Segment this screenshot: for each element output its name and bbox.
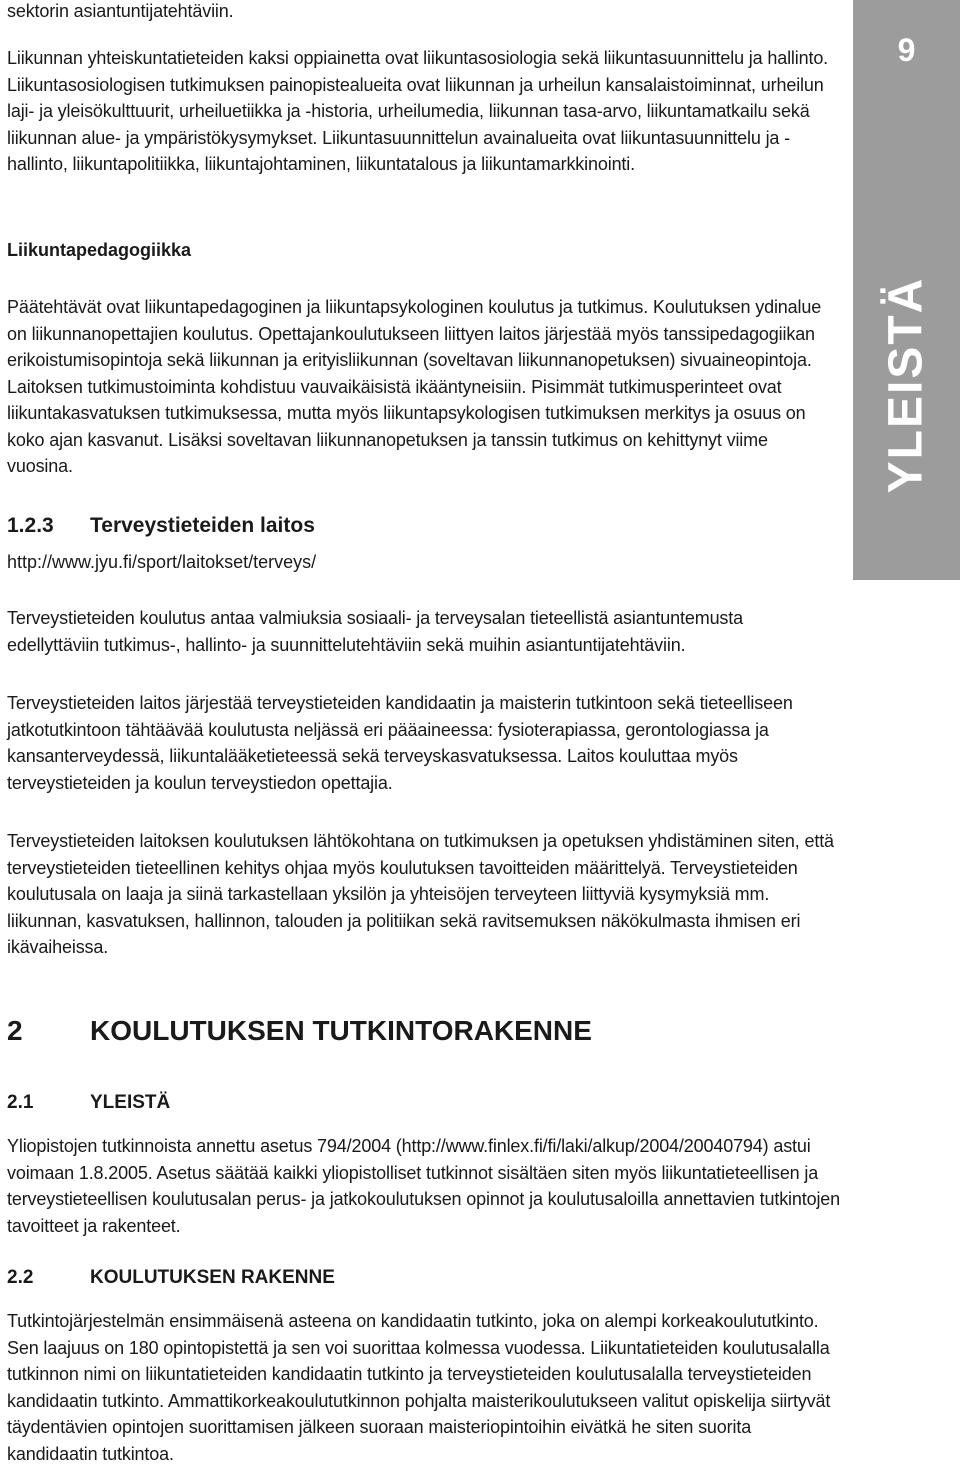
heading-title: KOULUTUKSEN RAKENNE: [90, 1267, 335, 1288]
side-tab: [853, 0, 960, 580]
subheading-pedagogy: Liikuntapedagogiikka: [7, 240, 192, 260]
heading-number: 2: [7, 1015, 23, 1046]
paragraph-structure: Tutkintojärjestelmän ensimmäisenä asteena on kandidaatin tutkinto, joka on alempi korkeakoulututkinto. Sen laajuus on 180 opintopistettä ja sen voi suorittaa kolmessa vuodessa. Liikuntatieteiden koulutusalalla tutkinnon nimi on liikuntatieteiden kandidaatin tutkinto ja terveystieteiden koulutusalalla terveystieteiden kandidaatin tutkinto. Ammattikorkeakoulututkinnon pohjalta maisterikoulutukseen valitut opiskelija siirtyvät täydentävien opintojen suorittamisen jälkeen suoraan maisteriopintoihin eivätkä he siten suorita kandidaatin tutkintoa.: [7, 1311, 831, 1464]
paragraph-pedagogy: Päätehtävät ovat liikuntapedagoginen ja liikuntapsykologinen koulutus ja tutkimus. Koulutuksen ydinalue on liikunnanopettajien koulutus. Opettajankoulutukseen liittyen laitos järjestää myös tanssipedagogiikan erikoistumisopintoja sekä liikunnan ja erityisliikunnan (soveltavan liikunnanopetuksen) sivuaineopintoja. Laitoksen tutkimustoiminta kohdistuu vauvaikäisistä ikääntyneisiin. Pisimmät tutkimusperinteet ovat liikuntakasvatuksen tutkimuksessa, mutta myös liikuntapsykologisen tutkimuksen merkitys ja osuus on koko ajan kasvanut. Lisäksi soveltavan liikunnanopetuksen ja tanssin tutkimus on kehittynyt viime vuosina.: [7, 297, 822, 476]
paragraph-health-intro: Terveystieteiden koulutus antaa valmiuksia sosiaali- ja terveysalan tieteellistä asiantuntemusta edellyttäviin tutkimus-, hallinto- ja suunnittelutehtäviin sekä muihin asiantuntijatehtäviin.: [7, 608, 743, 655]
heading-number: 2.1: [7, 1092, 34, 1113]
paragraph-social-sciences: Liikunnan yhteiskuntatieteiden kaksi oppiainetta ovat liikuntasosiologia sekä liikuntasuunnittelu ja hallinto. Liikuntasosiologisen tutkimuksen painopistealueita ovat liikunnan ja urheilun kansalaistoiminnat, urheilun laji- ja yleisökulttuurit, urheiluetiikka ja -historia, urheilumedia, liikunnan tasa-arvo, liikuntamatkailu sekä liikunnan alue- ja ympäristökysymykset. Liikuntasuunnittelun avainalueita ovat liikuntasuunnittelu ja -hallinto, liikuntapolitiikka, liikuntajohtaminen, liikuntatalous ja liikuntamarkkinointi.: [7, 48, 829, 174]
paragraph-health-education: Terveystieteiden laitoksen koulutuksen lähtökohtana on tutkimuksen ja opetuksen yhdistäminen siten, että terveystieteiden tieteellinen kehitys ohjaa myös koulutuksen tavoitteiden määrittelyä. Terveystieteiden koulutusala on laaja ja siinä tarkastellaan yksilön ja yhteisöjen terveyteen liittyviä kysymyksiä mm. liikunnan, kasvatuksen, hallinnon, talouden ja politiikan sekä ravitsemuksen näkökulmasta ihmisen eri ikävaiheissa.: [7, 831, 834, 957]
heading-number: 2.2: [7, 1267, 34, 1288]
side-tab-label: YLEISTÄ: [879, 276, 933, 494]
page-number: 9: [897, 32, 916, 68]
heading-number: 1.2.3: [7, 514, 54, 537]
heading-title: YLEISTÄ: [90, 1092, 171, 1113]
paragraph-general: Yliopistojen tutkinnoista annettu asetus 794/2004 (http://www.finlex.fi/fi/laki/alkup/2004/20040794) astui voimaan 1.8.2005. Asetus säätää kaikki yliopistolliset tutkinnot sisältäen siten myös liikuntatieteellisen ja terveystieteellisen koulutusalan perus- ja jatkokoulutuksen opinnot ja koulutusaloilla annettavien tutkintojen tavoitteet ja rakenteet.: [7, 1136, 841, 1236]
paragraph-health-degrees: Terveystieteiden laitos järjestää terveystieteiden kandidaatin ja maisterin tutkintoon sekä tieteelliseen jatkotutkintoon tähtäävää koulutusta neljässä eri pääaineessa: fysioterapiassa, gerontologiassa ja kansanterveydessä, liikuntalääketieteessä sekä terveyskasvatuksessa. Laitos kouluttaa myös terveystieteiden ja koulun terveystiedon opettajia.: [7, 693, 793, 793]
heading-title: KOULUTUKSEN TUTKINTORAKENNE: [90, 1015, 592, 1046]
heading-1-2-3: [7, 514, 847, 538]
heading-2: [7, 1015, 847, 1047]
department-url[interactable]: http://www.jyu.fi/sport/laitokset/terveys/: [7, 552, 317, 572]
paragraph-intro-end: sektorin asiantuntijatehtäviin.: [7, 1, 234, 21]
heading-title: Terveystieteiden laitos: [90, 514, 315, 537]
heading-2-1: [7, 1092, 847, 1114]
heading-2-2: [7, 1267, 847, 1289]
